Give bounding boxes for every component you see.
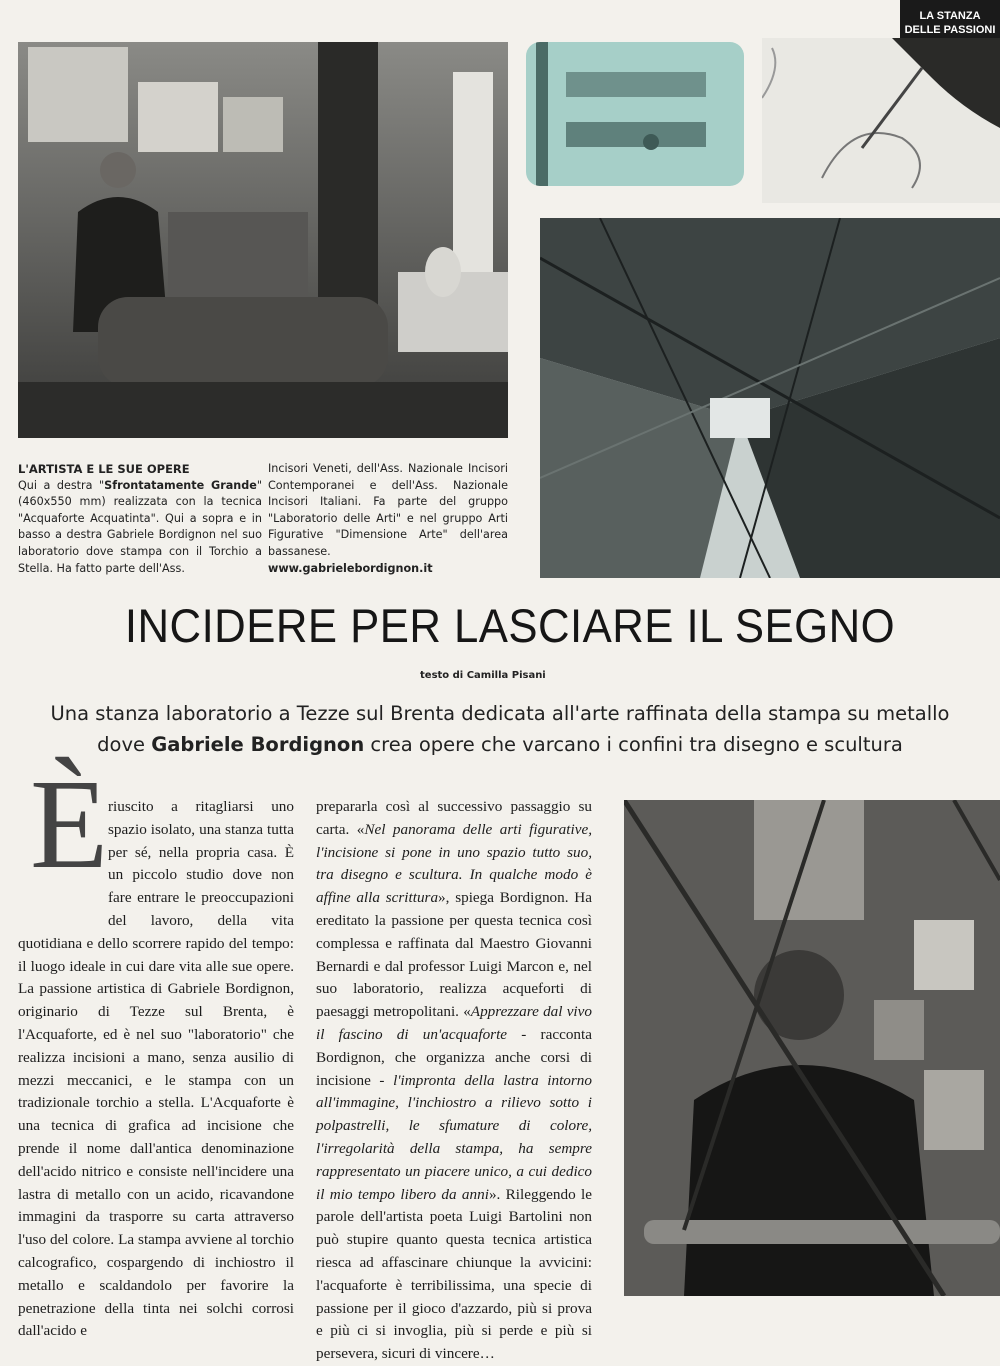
body-column-2 — [316, 796, 592, 1366]
subtitle-part1: Una stanza laboratorio a Tezze sul Brenta dedicata all'arte raffinata della stampa su metallo dove — [50, 702, 950, 756]
subtitle-artist-name: Gabriele Bordignon — [151, 733, 365, 756]
press-closeup-photo — [526, 42, 744, 186]
col2-quote2: Apprezzare dal vivo il fascino di un'acquaforte — [316, 1003, 592, 1043]
article-subtitle — [30, 698, 970, 760]
col2-d: ». Rileggendo le parole dell'artista poeta Luigi Bartolini non può stupire quanto questa tecnica artistica riesca ad affascinare chiunque la avvicini: l'acquaforte è terribilissima, una specie di passione per il gioco d'azzardo, più si prova e più ci si invoglia, più si perde e più si persevera, sicuri di vincere… — [316, 1185, 592, 1363]
section-line2: DELLE PASSIONI — [904, 24, 996, 36]
col2-b: », spiega Bordignon. Ha ereditato la passione per questa tecnica così complessa e raffinata dal Maestro Giovanni Bernardi e dal professor Luigi Marcon e, nel suo laboratorio, realizza acqueforti di paesaggi metropolitani. « — [316, 889, 592, 1021]
caption-column-1 — [18, 461, 262, 577]
caption-part2: " (460x550 mm) realizzata con la tecnica "Acquaforte Acquatinta". Qui a sopra e in basso a destra Gabriele Bordignon nel suo laboratorio dove stampa con il Torchio a Stella. Ha fatto parte dell'Ass. — [18, 478, 262, 575]
subtitle-part2: crea opere che varcano i confini tra disegno e scultura — [370, 733, 903, 756]
body-column-1 — [18, 796, 294, 1343]
col1-text: riuscito a ritagliarsi uno spazio isolato, una stanza tutta per sé, nella propria casa. È un piccolo studio dove non fare entrare le preoccupazioni del lavoro, della vita quotidiana e dello scorrere rapido del tempo: il luogo ideale in cui dare vita alle sue opere. La passione artistica di Gabriele Bordignon, originario di Tezze sul Brenta, è l'Acquaforte, ed è nel suo "laboratorio" che realizza incisioni a mano, senza ausilio di mezzi meccanici, e le stampa con un tradizionale torchio a stella. L'Acquaforte è una tecnica di grafica ad incisione che prende il nome dall'antica denominazione dell'acido nitrico e consiste nell'incidere una lastra di metallo con un acido, ricavandone immagini da trasporre su carta attraverso l'uso del colore. La stampa avviene al torchio calcografico, cospargendo di inchiostro il metallo e scaldandolo per favorire la penetrazione della tinta nei solchi corrosi dall'acido e — [18, 798, 294, 1340]
dropcap-spacer — [18, 796, 108, 932]
col2-a: prepararla così al successivo passaggio su carta. « — [316, 798, 592, 838]
caption-website-link[interactable]: www.gabrielebordignon.it — [268, 561, 433, 575]
drop-cap: È — [30, 753, 109, 895]
section-line1: LA STANZA — [919, 10, 981, 22]
article-title: INCIDERE PER LASCIARE IL SEGNO — [124, 599, 896, 652]
artist-portrait-photo — [624, 800, 1000, 1296]
artwork-sfrontatamente-grande — [540, 218, 1000, 578]
col2-quote1: Nel panorama delle arti figurative, l'incisione si pone in uno spazio tutto suo, tra disegno e scultura. In qualche modo è affine alla scrittura — [316, 820, 592, 907]
caption-part3: Incisori Veneti, dell'Ass. Nazionale Incisori Contemporanei e dell'Ass. Nazionale Incisori Italiani. Fa parte del gruppo "Laboratorio delle Arti" e nel gruppo Arti Figurative "Dimensione Arte" dell'area bassanese. — [268, 462, 508, 558]
caption-part1: Qui a destra " — [18, 478, 105, 492]
col2-c: - racconta Bordignon, che organizza anche corsi di incisione - — [316, 1025, 592, 1089]
caption-work-title: Sfrontatamente Grande — [104, 478, 257, 492]
article-byline: testo di Camilla Pisani — [420, 670, 546, 681]
studio-photo — [18, 42, 508, 438]
caption-column-2 — [268, 461, 508, 577]
caption-heading: L'ARTISTA E LE SUE OPERE — [18, 462, 190, 476]
col2-quote3: l'impronta della lastra intorno all'immagine, l'inchiostro a rilievo sotto i polpastrelli, le sfumature di colore, l'irregolarità della stampa, ha sempre rappresentato un piacere unico, a cui dedico il mio tempo libero da anni — [316, 1071, 592, 1203]
drawing-hand-photo — [762, 38, 1000, 203]
